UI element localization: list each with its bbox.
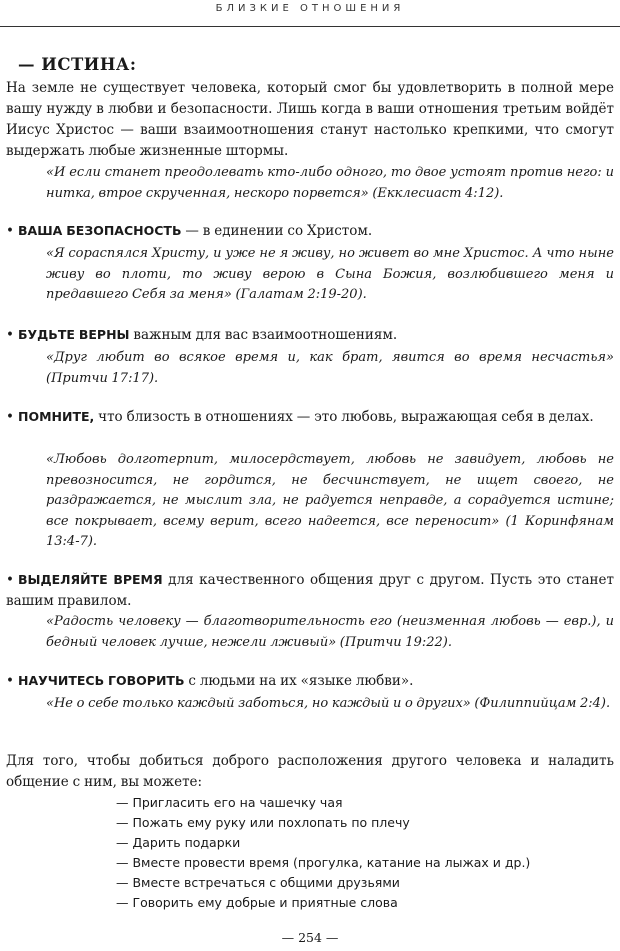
closing-paragraph: Для того, чтобы добиться доброго расположения другого человека и наладить общение с ним, вы можете: [6, 753, 614, 790]
list-item: — Вместе встречаться с общими друзьями [116, 875, 400, 890]
bullet-quote: «Друг любит во всякое время и, как брат, явится во время несчастья» (Притчи 17:17). [46, 350, 614, 386]
intro-quote: «И если станет преодолевать кто-либо одного, то двое устоят против него: и нитка, втрое скрученная, нескоро порвется» (Екклесиаст 4:12). [46, 165, 614, 201]
bullet-time [6, 569, 614, 612]
running-header [0, 0, 620, 27]
list-item: — Пригласить его на чашечку чая [116, 795, 343, 810]
bullet-safety [6, 220, 614, 242]
bullet-text: что близость в отношениях — это любовь, выражающая себя в делах. [94, 409, 594, 425]
list-item: — Вместе провести время (прогулка, катание на лыжах и др.) [116, 855, 531, 870]
intro-paragraph: На земле не существует человека, который смог бы удовлетворить в полной мере вашу нужду в любви и безопасности. Лишь когда в ваши отношения третьим войдёт Иисус Христос — ваши взаимоотношения станут настолько крепкими, что смогут выдержать любые жизненные штормы. [6, 80, 614, 159]
list-item: — Говорить ему добрые и приятные слова [116, 895, 398, 910]
bullet-text: — в единении со Христом. [181, 223, 373, 239]
page-number: — 254 — [281, 930, 339, 945]
bullet-lead: ВЫДЕЛЯЙТЕ ВРЕМЯ [18, 572, 163, 587]
ways-list [116, 793, 530, 913]
bullet-text: важным для вас взаимоотношениям. [129, 327, 398, 343]
list-item: — Пожать ему руку или похлопать по плечу [116, 815, 410, 830]
bullet-marker: • [6, 673, 14, 689]
bullet-lead: ПОМНИТЕ, [18, 409, 95, 424]
list-item: — Дарить подарки [116, 835, 241, 850]
running-title: БЛИЗКИЕ ОТНОШЕНИЯ [215, 3, 405, 14]
bullet-text: с людьми на их «языке любви». [184, 673, 414, 689]
bullet-lead: НАУЧИТЕСЬ ГОВОРИТЬ [18, 673, 185, 688]
bullet-marker: • [6, 327, 14, 343]
bullet-text: для качественного общения друг с другом. Пусть это станет вашим правилом. [6, 572, 614, 609]
bullet-marker: • [6, 223, 14, 239]
bullet-quote: «Любовь долготерпит, милосердствует, любовь не завидует, любовь не превозносится, не гордится, не бесчинствует, не ищет своего, не раздражается, не мыслит зла, не радуется неправде, а сорадуется истине; все покрывает, всему верит, всего надеется, все переносит» (1 Коринфянам 13:4-7). [46, 452, 614, 549]
bullet-quote: «Я сораспялся Христу, и уже не я живу, но живет во мне Христос. А что ныне живу во плоти, то живу верою в Сына Божия, возлюбившего меня и предавшего Себя за меня» (Галатам 2:19-20). [46, 246, 614, 302]
bullet-remember [6, 406, 614, 428]
bullet-quote: «Радость человеку — благотворительность его (неизменная любовь — евр.), и бедный человек лучше, нежели лживый» (Притчи 19:22). [46, 614, 614, 650]
section-title: — ИСТИНА: [18, 55, 137, 74]
bullet-speak [6, 670, 614, 692]
bullet-marker: • [6, 409, 14, 425]
bullet-quote: «Не о себе только каждый заботься, но каждый и о других» (Филиппийцам 2:4). [46, 696, 611, 711]
bullet-faithful [6, 324, 614, 346]
bullet-lead: ВАША БЕЗОПАСНОСТЬ [18, 223, 182, 238]
bullet-lead: БУДЬТЕ ВЕРНЫ [18, 327, 130, 342]
bullet-marker: • [6, 572, 14, 588]
